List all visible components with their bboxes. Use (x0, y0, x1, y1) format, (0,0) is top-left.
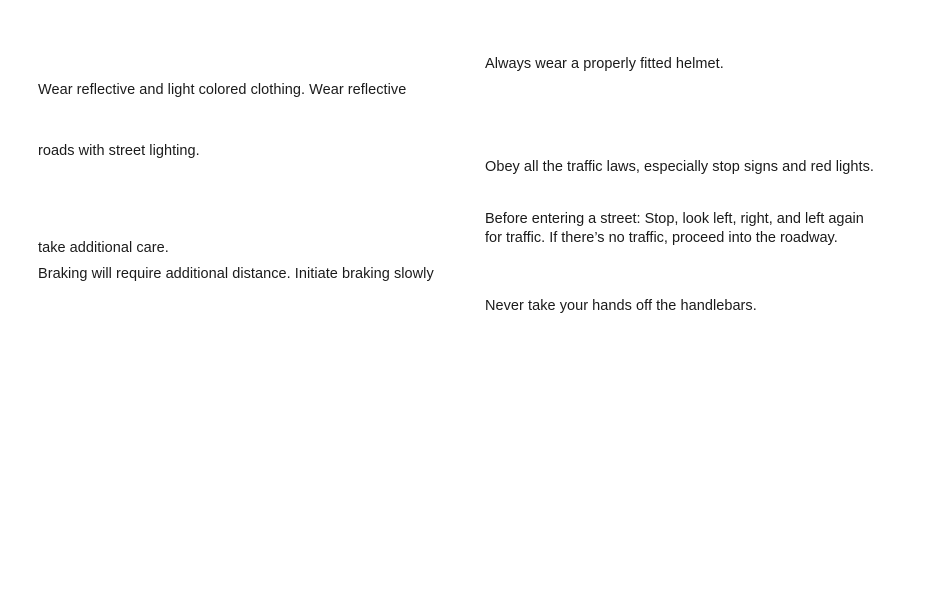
left-text-reflective-clothing: Wear reflective and light colored clothing. Wear reflective (38, 82, 407, 98)
left-text-braking: Braking will require additional distance. Initiate braking slowly (38, 266, 434, 282)
right-text-entering-street-line-1: Before entering a street: Stop, look left, right, and left again (485, 211, 864, 227)
left-text-street-lighting: roads with street lighting. (38, 143, 200, 159)
right-text-handlebars: Never take your hands off the handlebars. (485, 298, 757, 314)
right-text-entering-street-line-2: for traffic. If there’s no traffic, proceed into the roadway. (485, 230, 838, 246)
right-text-traffic-laws: Obey all the traffic laws, especially stop signs and red lights. (485, 159, 874, 175)
left-text-additional-care: take additional care. (38, 240, 169, 256)
right-text-entering-street (485, 210, 905, 248)
right-text-helmet: Always wear a properly fitted helmet. (485, 56, 724, 72)
